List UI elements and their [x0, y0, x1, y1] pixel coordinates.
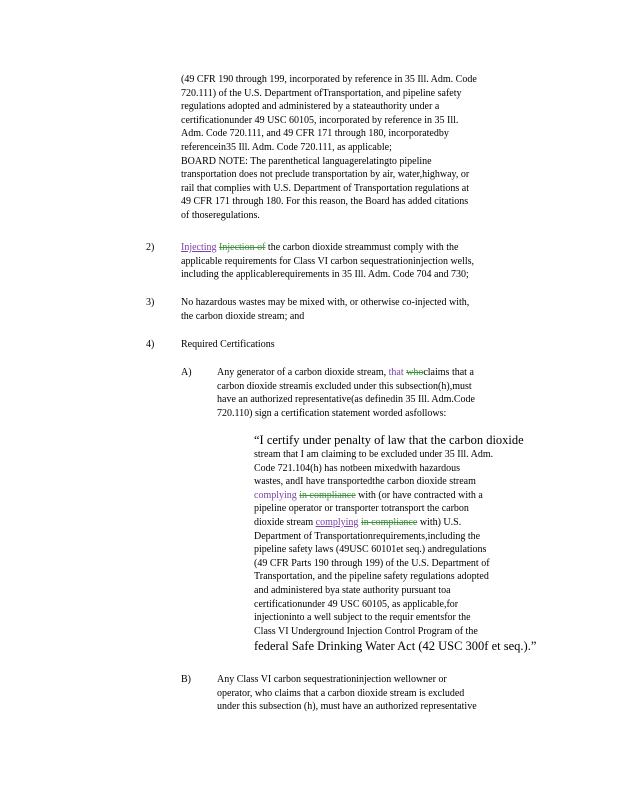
- item-marker-B: B): [181, 674, 191, 685]
- quote-line: “I certify under penalty of law that the carbon dioxide: [254, 433, 524, 447]
- item-B-paragraph: [217, 673, 532, 714]
- text-line: certificationunder 49 USC 60105, incorporated by reference in 35 Ill.: [181, 114, 459, 126]
- quote-line: federal Safe Drinking Water Act (42 USC 300f et seq.).”: [254, 639, 537, 654]
- top-paragraph: [181, 73, 531, 223]
- quote-line: Class VI Underground Injection Control Program of the: [254, 625, 478, 637]
- text-span: dioxide stream: [254, 516, 314, 528]
- certification-quote: [254, 432, 539, 654]
- text-line: operator, who claims that a carbon dioxide stream is excluded: [217, 687, 465, 699]
- text-line: 720.110) sign a certification statement worded asfollows:: [217, 407, 447, 419]
- quote-line: injectioninto a well subject to the requir ementsfor the: [254, 612, 471, 624]
- text-span: Any generator of a carbon dioxide stream,: [217, 367, 387, 378]
- quote-line: Department of Transportationrequirements,including the: [254, 530, 481, 542]
- item-A-paragraph: [217, 366, 532, 420]
- text-line: [181, 241, 531, 255]
- quote-line: and administered bya state authority pursuant toa: [254, 584, 451, 596]
- text-line: rail that complies with U.S. Department of Transportation regulations at: [181, 182, 470, 194]
- text-line: regulations adopted and administered by a stateauthority under a: [181, 101, 440, 113]
- quote-line: pipeline safety laws (49USC 60101et seq.) andregulations: [254, 544, 487, 556]
- text-line: referencein35 Ill. Adm. Code 720.111, as applicable;: [181, 141, 392, 153]
- text-line: [217, 366, 532, 380]
- text-line: under this subsection (h), must have an authorized representative: [217, 701, 477, 713]
- text-line: have an authorized representative(as definedin 35 Ill. Adm.Code: [217, 394, 475, 406]
- deleted-text: in compliance: [360, 516, 418, 528]
- quote-line: wastes, andI have transportedthe carbon dioxide stream: [254, 476, 476, 488]
- section-heading: Required Certifications: [181, 339, 275, 350]
- text-line: (49 CFR 190 through 199, incorporated by reference in 35 Ill. Adm. Code: [181, 74, 477, 85]
- item-marker-4: 4): [146, 339, 155, 350]
- quote-line: Code 721.104(h) has notbeen mixedwith hazardous: [254, 462, 461, 474]
- deleted-text: who: [406, 367, 424, 378]
- quote-line: stream that I am claiming to be excluded under 35 Ill. Adm.: [254, 449, 494, 460]
- text-span: with) U.S.: [419, 516, 462, 528]
- text-line: Any Class VI carbon sequestrationinjection wellowner or: [217, 674, 447, 685]
- deleted-text: Injection of: [219, 242, 266, 253]
- text-line: Adm. Code 720.111, and 49 CFR 171 through 180, incorporatedby: [181, 128, 449, 140]
- item-marker-2: 2): [146, 242, 155, 253]
- text-line: carbon dioxide streamis excluded under this subsection(h),must: [217, 380, 472, 392]
- text-line: 720.111) of the U.S. Department ofTransportation, and pipeline safety: [181, 87, 462, 99]
- item-3-paragraph: [181, 296, 531, 323]
- item-marker-A: A): [181, 367, 192, 378]
- text-line: the carbon dioxide stream; and: [181, 310, 305, 322]
- quote-line: Transportation, and the pipeline safety regulations adopted: [254, 571, 489, 583]
- inserted-text: complying: [254, 489, 297, 501]
- text-span: with (or have contracted with a: [358, 489, 483, 501]
- text-line: including the applicablerequirements in 35 Ill. Adm. Code 704 and 730;: [181, 269, 469, 281]
- quote-line: certificationunder 49 USC 60105, as applicable,for: [254, 598, 459, 610]
- quote-line: [254, 516, 539, 530]
- inserted-text: that: [388, 367, 404, 378]
- board-note-line: BOARD NOTE: The parenthetical languagerelatingto pipeline: [181, 155, 432, 167]
- text-line: of thoseregulations.: [181, 209, 260, 221]
- deleted-text: in compliance: [299, 489, 356, 501]
- inserted-text: complying: [315, 516, 359, 528]
- quote-line: pipeline operator or transporter totransport the carbon: [254, 503, 469, 515]
- text-line: applicable requirements for Class VI carbon sequestrationinjection wells,: [181, 255, 475, 267]
- text-line: No hazardous wastes may be mixed with, or otherwise co-injected with,: [181, 297, 470, 308]
- quote-line: (49 CFR Parts 190 through 199) of the U.S. Department of: [254, 557, 490, 569]
- text-line: 49 CFR 171 through 180. For this reason, the Board has added citations: [181, 196, 469, 208]
- text-span: the carbon dioxide streammust comply with the: [267, 242, 459, 253]
- text-span: claims that a: [423, 367, 474, 378]
- quote-line: [254, 489, 539, 503]
- text-line: transportation does not preclude transportation by air, water,highway, or: [181, 169, 470, 181]
- item-2-paragraph: [181, 241, 531, 282]
- item-marker-3: 3): [146, 297, 155, 308]
- item-4-heading: [181, 338, 275, 352]
- inserted-text: Injecting: [181, 242, 217, 253]
